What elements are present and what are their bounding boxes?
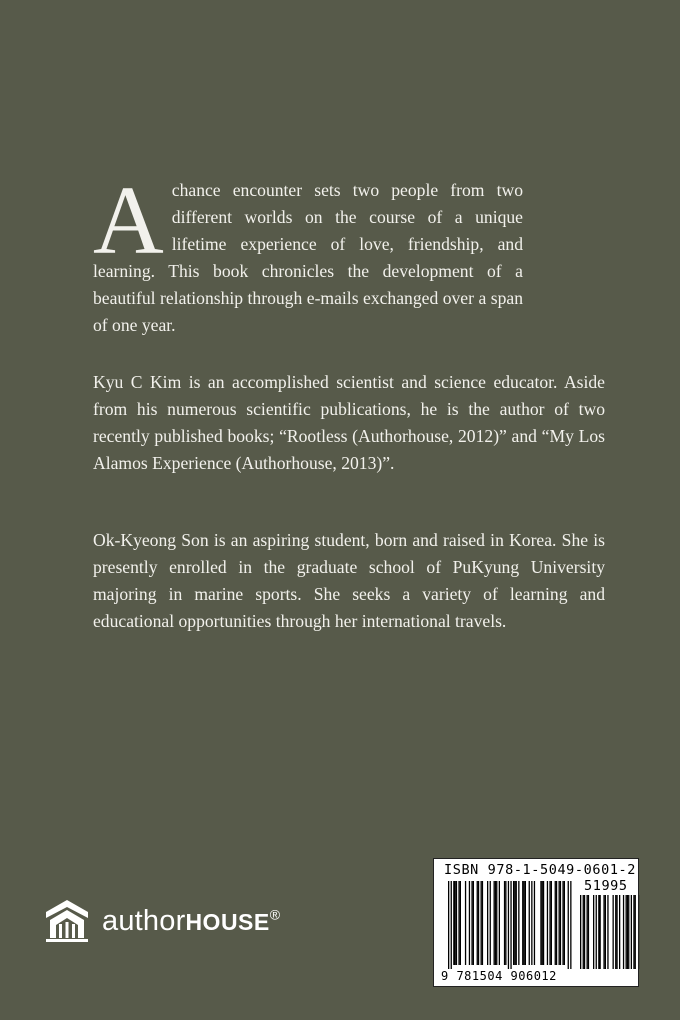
price-addon-bar — [635, 895, 636, 969]
barcode-bar — [448, 881, 449, 969]
synopsis-text: chance encounter sets two people from two different worlds on the course of a unique lifetime experience of love, friendship, and learning. This book chronicles the development of a beautiful relationship through e-mails exchanged over a span of one year. — [93, 180, 523, 335]
barcode-bar — [522, 881, 523, 965]
barcode-bar — [451, 881, 452, 969]
barcode-bar — [469, 881, 470, 965]
barcode-bar — [555, 881, 556, 965]
barcode-bar — [547, 881, 548, 965]
price-addon-bar — [580, 895, 581, 969]
price-addon-bar — [619, 895, 620, 969]
price-addon-bar — [627, 895, 628, 969]
author-bio-kyu-kim: Kyu C Kim is an accomplished scientist and science educator. Aside from his numerous scientific publications, he is the author of two recently published books; “Rootless (Authorhouse, 2012)” and “My Los Alamos Experience (Authorhouse, 2013)”. — [93, 372, 605, 473]
barcode-bar — [471, 881, 472, 965]
price-addon-bar — [584, 895, 585, 969]
barcode-bar — [518, 881, 519, 965]
barcode-bar — [495, 881, 496, 965]
barcode-bar — [514, 881, 515, 965]
barcode-bar — [460, 881, 461, 965]
barcode-bar — [534, 881, 535, 965]
barcode-bar — [516, 881, 517, 965]
barcode-bar — [542, 881, 543, 965]
price-addon-bar — [615, 895, 616, 969]
price-addon-bar — [628, 895, 629, 969]
barcode-bar — [508, 881, 509, 969]
authorhouse-logo-icon — [40, 898, 94, 944]
barcode-bar — [494, 881, 495, 965]
barcode-bar — [487, 881, 488, 965]
barcode-bar — [490, 881, 491, 965]
barcode-bar — [499, 881, 500, 965]
price-addon-bar — [626, 895, 627, 969]
publisher-logo — [40, 898, 280, 944]
price-addon-bar — [623, 895, 624, 969]
price-addon-bar — [631, 895, 632, 969]
barcode-bar — [549, 881, 550, 965]
barcode-bar — [529, 881, 530, 965]
isbn-label: ISBN 978-1-5049-0601-2 — [444, 862, 637, 878]
barcode-bar — [525, 881, 526, 965]
barcode-bar — [540, 881, 541, 965]
price-addon-bar — [613, 895, 614, 969]
price-addon-bar — [607, 895, 608, 969]
author-bio-ok-kyeong-son: Ok-Kyeong Son is an aspiring student, born and raised in Korea. She is presently enrolled in the graduate school of PuKyung University majoring in marine sports. She seeks a variety of learning and educational opportunities through her international travels. — [93, 530, 605, 631]
price-code: 51995 — [584, 878, 628, 894]
price-addon-bar — [598, 895, 599, 969]
barcode-bar — [570, 881, 571, 969]
barcode-bar — [473, 881, 474, 965]
barcode-bar — [478, 881, 479, 965]
barcode-bar — [504, 881, 505, 965]
ean-digits: 9 781504 906012 — [441, 969, 557, 983]
barcode-bar — [559, 881, 560, 965]
price-addon-bar — [603, 895, 604, 969]
price-addon-bar — [633, 895, 634, 969]
barcode-bar — [458, 881, 459, 965]
synopsis-paragraph — [93, 167, 523, 339]
price-addon-bar — [588, 895, 589, 969]
barcode-bar — [568, 881, 569, 969]
drop-cap: A — [93, 167, 164, 275]
barcode-bar — [531, 881, 532, 965]
barcode-bar — [453, 881, 454, 965]
barcode-bar — [456, 881, 457, 965]
barcode-bar — [477, 881, 478, 965]
price-addon-bar — [587, 895, 588, 969]
price-addon-bar — [583, 895, 584, 969]
price-addon-bar — [593, 895, 594, 969]
barcode-bar — [482, 881, 483, 965]
barcode-bar — [510, 881, 511, 969]
barcode-bar — [543, 881, 544, 965]
barcode-bar — [496, 881, 497, 965]
price-addon-bar — [596, 895, 597, 969]
barcode-bar — [551, 881, 552, 965]
barcode-bar — [523, 881, 524, 965]
barcode-bar — [560, 881, 561, 965]
barcode-bar — [455, 881, 456, 965]
isbn-barcode — [433, 858, 639, 987]
publisher-name: authorHOUSE® — [102, 904, 281, 937]
barcode-bar — [481, 881, 482, 965]
barcode-bar — [556, 881, 557, 965]
barcode-bar — [513, 881, 514, 965]
price-addon-bar — [605, 895, 606, 969]
barcode-bar — [465, 881, 466, 965]
price-addon-bar — [600, 895, 601, 969]
barcode-bar — [562, 881, 563, 965]
barcode-bar — [505, 881, 506, 965]
barcode-bar — [564, 881, 565, 965]
price-addon-bar — [616, 895, 617, 969]
